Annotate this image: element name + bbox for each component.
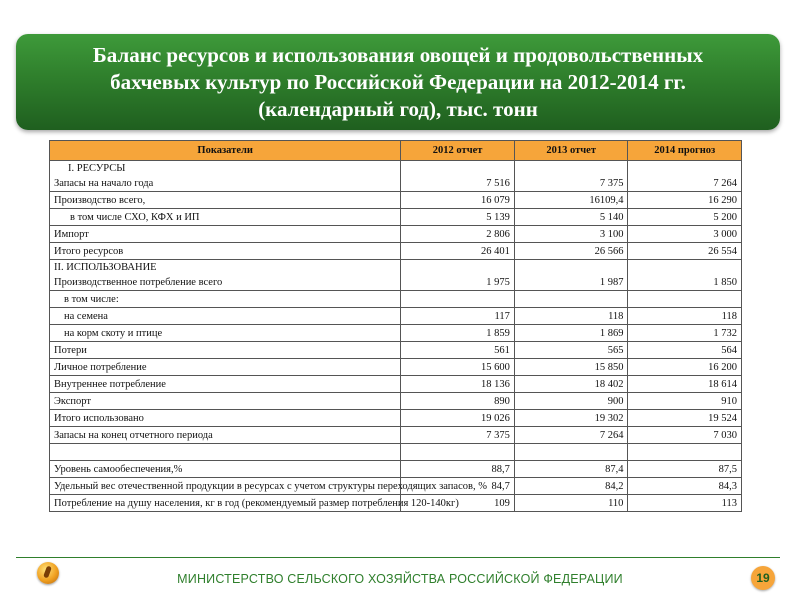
cell-2014: 113 [628,495,742,512]
cell-2014 [628,444,742,461]
row-label-text: Запасы на начало года [54,178,154,189]
header-2012: 2012 отчет [401,141,515,161]
cell-2013: 118 [514,308,628,325]
cell-2012: 2 806 [401,226,515,243]
table-row [50,461,742,478]
balance-table [49,140,742,512]
cell-2012: 7 375 [401,427,515,444]
row-label [50,260,401,291]
cell-2013: 1 987 [514,260,628,291]
cell-2012: 84,7 [401,478,515,495]
table-row [50,192,742,209]
row-label: Уровень самообеспечения,% [50,461,401,478]
row-label: Экспорт [50,393,401,410]
cell-2013: 3 100 [514,226,628,243]
row-label: Личное потребление [50,359,401,376]
row-label: Итого ресурсов [50,243,401,260]
title-line-1: Баланс ресурсов и использования овощей и продовольственных [92,43,704,67]
row-label-text: Производственное потребление всего [54,277,223,288]
table-row [50,495,742,512]
table-row [50,393,742,410]
cell-2012: 109 [401,495,515,512]
cell-2013: 15 850 [514,359,628,376]
cell-2012 [401,291,515,308]
row-label: на семена [50,308,401,325]
table-row [50,478,742,495]
cell-2012: 117 [401,308,515,325]
row-label: на корм скоту и птице [50,325,401,342]
cell-2014: 87,5 [628,461,742,478]
cell-2013 [514,291,628,308]
cell-2012: 7 516 [401,161,515,192]
row-label: Запасы на конец отчетного периода [50,427,401,444]
cell-2013: 110 [514,495,628,512]
cell-2014: 5 200 [628,209,742,226]
cell-2014: 7 030 [628,427,742,444]
section-resources: I. РЕСУРСЫ [68,163,126,174]
table-row [50,427,742,444]
cell-2013: 7 375 [514,161,628,192]
cell-2013: 900 [514,393,628,410]
cell-2012 [401,444,515,461]
table-row-empty [50,444,742,461]
cell-2014: 910 [628,393,742,410]
row-label: Потребление на душу населения, кг в год (рекомендуемый размер потребления 120-140кг) [50,495,401,512]
table-row [50,243,742,260]
section-usage: II. ИСПОЛЬЗОВАНИЕ [54,262,157,273]
header-2014: 2014 прогноз [628,141,742,161]
cell-2013: 7 264 [514,427,628,444]
cell-2013: 26 566 [514,243,628,260]
cell-2014: 84,3 [628,478,742,495]
title-line-3: (календарный год), тыс. тонн [258,97,538,121]
cell-2012: 561 [401,342,515,359]
cell-2013: 1 869 [514,325,628,342]
table-row [50,308,742,325]
table-header-row [50,141,742,161]
row-label: в том числе СХО, КФХ и ИП [50,209,401,226]
table-row [50,260,742,291]
table-row [50,359,742,376]
row-label: Внутреннее потребление [50,376,401,393]
footer-divider [16,557,780,558]
cell-2012: 16 079 [401,192,515,209]
title-line-2: бахчевых культур по Российской Федерации на 2012-2014 гг. [110,70,686,94]
cell-2014: 1 850 [628,260,742,291]
cell-2013 [514,444,628,461]
table-row [50,209,742,226]
table-row [50,325,742,342]
cell-2012: 5 139 [401,209,515,226]
row-label: в том числе: [50,291,401,308]
row-label: Потери [50,342,401,359]
cell-2014: 564 [628,342,742,359]
table-row [50,291,742,308]
cell-2013: 84,2 [514,478,628,495]
header-2013: 2013 отчет [514,141,628,161]
table-row [50,161,742,192]
cell-2014: 19 524 [628,410,742,427]
row-label: Удельный вес отечественной продукции в ресурсах с учетом структуры переходящих запасов, % [50,478,401,495]
cell-2014 [628,291,742,308]
row-label [50,444,401,461]
cell-2013: 16109,4 [514,192,628,209]
cell-2014: 3 000 [628,226,742,243]
cell-2012: 1 975 [401,260,515,291]
header-indicator: Показатели [50,141,401,161]
cell-2014: 1 732 [628,325,742,342]
table-row [50,410,742,427]
table-row [50,342,742,359]
page-number-badge: 19 [751,566,775,590]
cell-2012: 18 136 [401,376,515,393]
title-banner [16,34,780,130]
cell-2013: 18 402 [514,376,628,393]
row-label: Итого использовано [50,410,401,427]
table-row [50,376,742,393]
cell-2012: 1 859 [401,325,515,342]
cell-2012: 26 401 [401,243,515,260]
cell-2012: 88,7 [401,461,515,478]
footer-ministry: МИНИСТЕРСТВО СЕЛЬСКОГО ХОЗЯЙСТВА РОССИЙСКОЙ ФЕДЕРАЦИИ [177,572,623,586]
row-label [50,161,401,192]
cell-2013: 87,4 [514,461,628,478]
cell-2014: 16 290 [628,192,742,209]
cell-2013: 5 140 [514,209,628,226]
cell-2014: 16 200 [628,359,742,376]
cell-2012: 15 600 [401,359,515,376]
cell-2012: 19 026 [401,410,515,427]
cell-2012: 890 [401,393,515,410]
cell-2014: 18 614 [628,376,742,393]
cell-2014: 26 554 [628,243,742,260]
cell-2014: 7 264 [628,161,742,192]
row-label: Импорт [50,226,401,243]
cell-2013: 565 [514,342,628,359]
cell-2013: 19 302 [514,410,628,427]
row-label: Производство всего, [50,192,401,209]
cell-2014: 118 [628,308,742,325]
table-row [50,226,742,243]
